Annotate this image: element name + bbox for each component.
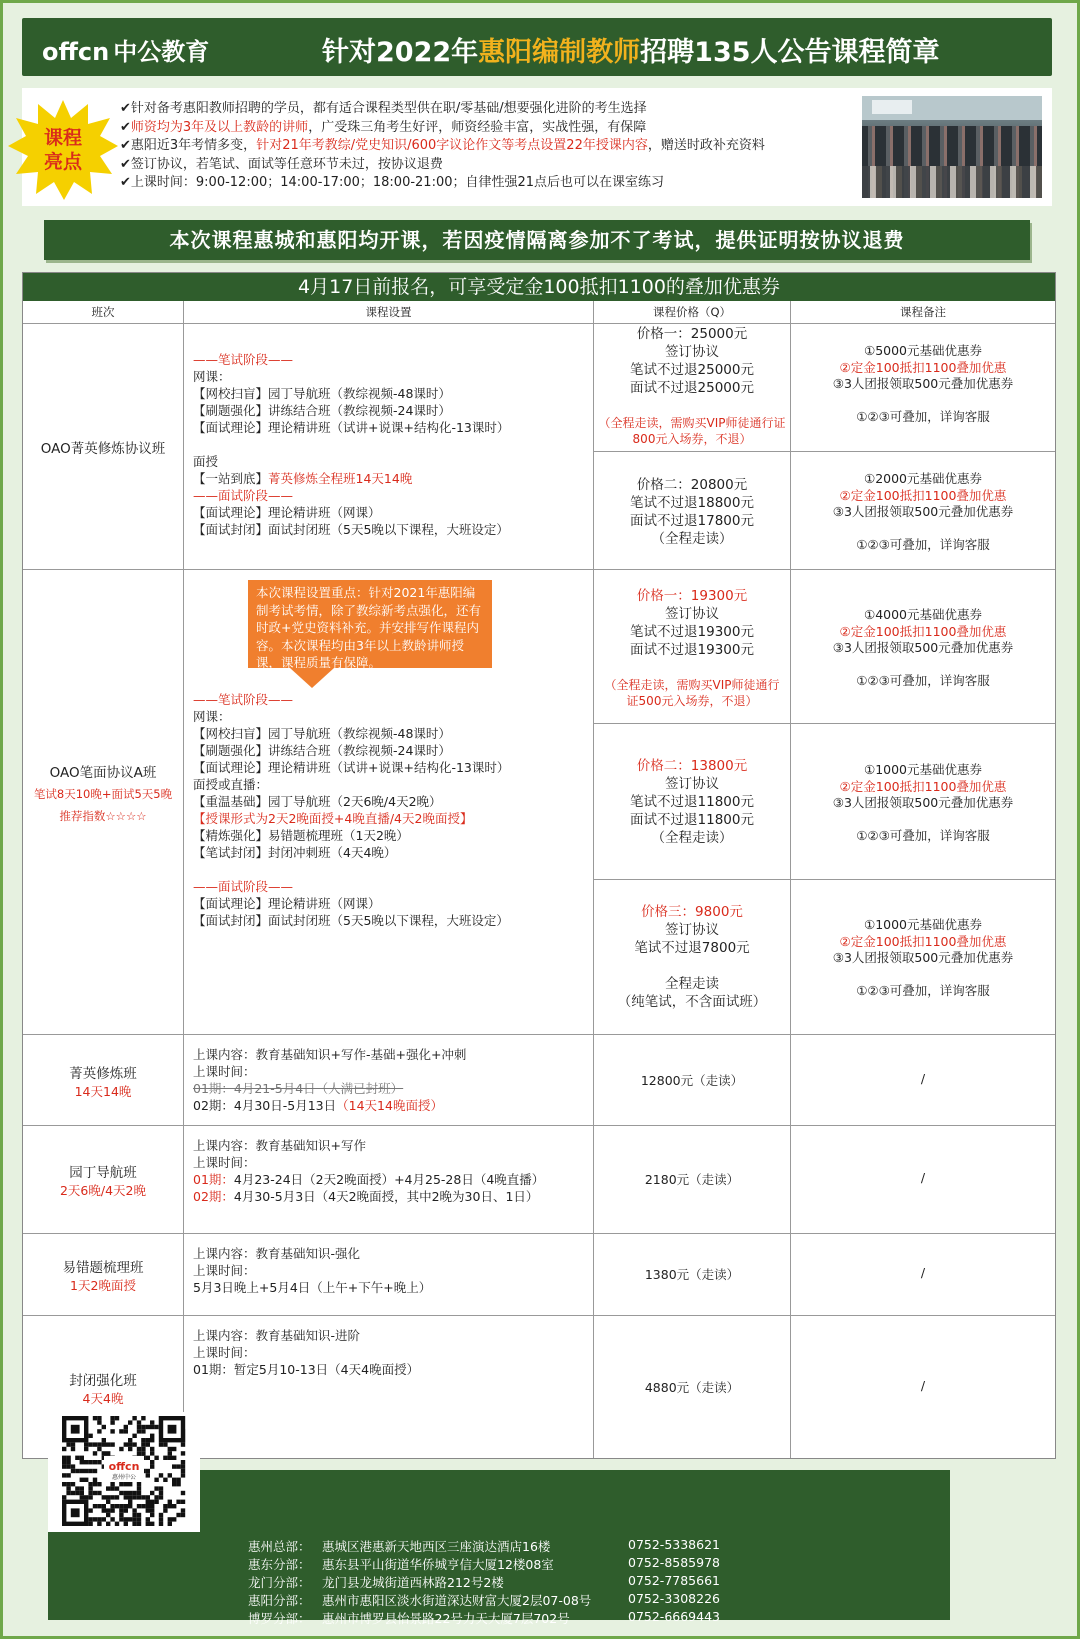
check-icon: ✔: [120, 138, 131, 153]
course-text: 【刷题强化】讲练结合班（教综视频-24课时）: [193, 743, 451, 758]
line: ③3人团报领取500元叠加优惠券: [832, 376, 1014, 391]
course-line: [193, 742, 589, 759]
price-note: （全程走读，需购买VIP师徒通行: [604, 678, 780, 692]
course-line: [193, 691, 589, 708]
line: [791, 657, 1055, 674]
line: ③3人团报领取500元叠加优惠券: [832, 950, 1014, 965]
line: 面试不过退17800元: [630, 513, 754, 529]
classroom-photo: [862, 96, 1042, 198]
highlight-item: [120, 174, 765, 193]
highlight-red: 针对21年考教综/党史知识/600字议论作文等考点设置22年授课内容: [256, 138, 648, 153]
course-text: 【面试理论】理论精讲班（试讲+说课+结构化-13课时）: [193, 420, 510, 435]
course-line: [193, 878, 589, 895]
strike-text: 01期：4月21-5月4日（人满已封班）: [193, 1081, 404, 1096]
oao2-price3: [594, 903, 790, 1011]
class-name: 菁英修炼班: [69, 1065, 137, 1082]
course-line: [193, 793, 589, 810]
course-line: [193, 1327, 589, 1344]
course-line: [193, 504, 589, 521]
branch-address: 惠东县平山街道华侨城亨信大厦12楼08室: [322, 1557, 554, 1572]
course-red: （14天14晚面授）: [336, 1098, 443, 1113]
class-label: [23, 1256, 183, 1294]
course-line: [193, 1171, 589, 1188]
course-line: [193, 385, 589, 402]
course-text: 【重温基础】园丁导航班（2天6晚/4天2晚）: [193, 794, 442, 809]
course-text: 【面试封闭】面试封闭班（5天5晚以下课程，大班设定）: [193, 913, 509, 928]
line: [791, 393, 1055, 410]
course-text: 【面试封闭】面试封闭班（5天5晚以下课程，大班设定）: [193, 522, 509, 537]
oao2-note2: [791, 762, 1055, 845]
price-line: 签订协议: [665, 606, 719, 622]
line: ③3人团报领取500元叠加优惠券: [832, 795, 1014, 810]
price-line: 面试不过退11800元: [630, 812, 754, 828]
branch-address: 龙门县龙城街道西林路212号2楼: [322, 1575, 504, 1590]
oao2-note1: [791, 607, 1055, 690]
callout-tail: [290, 668, 334, 688]
highlight-text: 惠阳近3年考情多变，: [130, 138, 257, 153]
branch-name: 惠州总部：: [248, 1539, 311, 1554]
line: ①1000元基础优惠券: [863, 762, 983, 777]
oao1-price1: [594, 325, 790, 447]
oao2-stars: 推荐指数☆☆☆☆: [59, 809, 147, 823]
course-text: 4月23-24日（2天2晚面授）+4月25-28日（4晚直播）: [233, 1172, 545, 1187]
course-line: [193, 1245, 589, 1262]
branch-name: 博罗分部：: [248, 1611, 311, 1626]
course-line: [193, 351, 589, 368]
course-line: [193, 895, 589, 912]
course-text: ——笔试阶段——: [193, 352, 294, 367]
notice-banner: 本次课程惠城和惠阳均开课，若因疫情隔离参加不了考试，提供证明按协议退费: [44, 220, 1030, 260]
branch-address: 惠州市博罗县怡景路22号力天大厦7层702号: [322, 1611, 570, 1626]
svg-text:offcn: offcn: [108, 1460, 140, 1473]
line: 笔试不过退25000元: [630, 362, 754, 378]
course-text: 【网校扫盲】园丁导航班（教综视频-48课时）: [193, 386, 451, 401]
course-red: 01期：: [193, 1172, 234, 1187]
price-note: （全程走读，需购买VIP师徒通行证: [598, 416, 786, 430]
oao2-price2: [594, 757, 790, 847]
price-note: 800元入场券，不退）: [632, 432, 752, 446]
course-line: [193, 776, 589, 793]
branch-phone: 0752-6669443: [628, 1609, 720, 1624]
svg-text:惠州中公: 惠州中公: [111, 1474, 137, 1481]
highlight-text: 上课时间：9:00-12:00；14:00-17:00；18:00-21:00；自律性强21点后也可以在课室练习: [130, 175, 665, 190]
offcn-logo: [42, 32, 209, 67]
course-text: 【精炼强化】易错题梳理班（1天2晚）: [193, 828, 409, 843]
oao1-note1: [791, 343, 1055, 426]
spacer: [594, 397, 790, 415]
svg-text:课程: 课程: [43, 127, 83, 149]
class-label: [23, 1161, 183, 1199]
oao2-label: [23, 763, 183, 827]
course-text: 上课时间：: [193, 1064, 256, 1079]
oao2-note3: [791, 917, 1055, 1000]
price-note: 证500元入场券，不退）: [626, 694, 758, 708]
course-text: 面授: [193, 454, 219, 469]
col-header-course: 课程设置: [184, 301, 593, 324]
line: ②定金100抵扣1100叠加优惠: [839, 933, 1007, 949]
line: [791, 812, 1055, 829]
course-callout: 本次课程设置重点：针对2021年惠阳编制考试考情，除了教综新考点强化，还有时政+党史资料补充。并安排写作课程内容。本次课程均由3年以上教龄讲师授课，课程质量有保障。: [248, 580, 492, 668]
oao2-course: [193, 691, 589, 929]
course-text: ——笔试阶段——: [193, 692, 294, 707]
class-name: 园丁导航班: [69, 1165, 137, 1181]
highlights-list: [120, 100, 765, 193]
check-icon: ✔: [120, 119, 131, 135]
oao1-price2: [594, 476, 790, 548]
line: ③3人团报领取500元叠加优惠券: [832, 640, 1014, 655]
class-note: /: [920, 1070, 926, 1086]
highlight-item: [120, 137, 765, 156]
course-text: 上课时间：: [193, 1155, 256, 1170]
price-line: [594, 957, 790, 975]
highlight-text: ，广受珠三角考生好评，师资经验丰富，实战性强，有保障: [308, 119, 647, 135]
line: ②定金100抵扣1100叠加优惠: [839, 778, 1007, 794]
highlight-red: 师资均为3年及以上教龄的讲师: [130, 119, 309, 135]
course-text: 【笔试封闭】封闭冲刺班（4天4晚）: [193, 845, 397, 860]
course-text: 上课内容：教育基础知识-进阶: [193, 1328, 361, 1343]
course-line: [193, 725, 589, 742]
line: （全程走读）: [651, 531, 733, 547]
price-line: （全程走读）: [651, 830, 733, 846]
course-text: 5月3日晚上+5月4日（上午+下午+晚上）: [193, 1280, 432, 1295]
branch-phone: 0752-5338621: [628, 1537, 720, 1552]
class-course: [193, 1137, 589, 1205]
course-line: [193, 844, 589, 861]
line: ①②③可叠加，详询客服: [856, 828, 990, 843]
course-line: [193, 1080, 589, 1097]
course-line: [193, 1262, 589, 1279]
check-icon: ✔: [120, 101, 131, 116]
line: 面试不过退25000元: [630, 380, 754, 396]
course-text: ——面试阶段——: [193, 488, 294, 503]
class-sub: 2天6晚/4天2晚: [59, 1183, 147, 1198]
course-text: 【一站到底】: [193, 471, 269, 486]
branch-address: 惠州市惠阳区淡水街道深达财富大厦2层07-08号: [322, 1593, 592, 1608]
title-highlight: 惠阳编制教师: [478, 37, 641, 68]
branch-address: 惠城区港惠新天地西区三座演达酒店16楼: [322, 1539, 551, 1554]
branch-phone: 0752-7785661: [628, 1573, 720, 1588]
price-line: （纯笔试，不含面试班）: [617, 994, 767, 1010]
class-price: 4880元（走读）: [644, 1379, 740, 1395]
course-text: 【刷题强化】讲练结合班（教综视频-24课时）: [193, 403, 451, 418]
check-icon: ✔: [120, 175, 131, 190]
course-text: 02期：4月30日-5月13日: [193, 1098, 337, 1113]
line: ①②③可叠加，详询客服: [856, 673, 990, 688]
logo-en: offcn: [42, 38, 110, 66]
line: [791, 521, 1055, 538]
line: [791, 967, 1055, 984]
course-line: [193, 1137, 589, 1154]
course-text: 网课：: [193, 369, 231, 384]
course-line: [193, 487, 589, 504]
course-line: [193, 470, 589, 487]
col-header-price: 课程价格（Q）: [594, 301, 790, 324]
price-head: 价格二：13800元: [636, 758, 748, 774]
highlight-item: [120, 100, 765, 119]
line: ③3人团报领取500元叠加优惠券: [832, 504, 1014, 519]
course-line: [193, 1097, 589, 1114]
line: 签订协议: [665, 344, 719, 360]
oao1-name: OAO菁英修炼协议班: [40, 441, 166, 457]
course-line: [193, 1154, 589, 1171]
oao1-course: [193, 351, 589, 538]
highlight-text: ，赠送时政补充资料: [647, 138, 765, 153]
class-sub: 1天2晚面授: [70, 1278, 136, 1293]
course-text: 上课内容：教育基础知识+写作-基础+强化+冲刺: [193, 1047, 467, 1062]
branch-name: 惠东分部：: [248, 1557, 311, 1572]
oao1-note2: [791, 471, 1055, 554]
branch-phone: 0752-8585978: [628, 1555, 720, 1570]
oao2-sub: 笔试8天10晚+面试5天5晚: [33, 787, 173, 801]
price-head: 价格一：19300元: [636, 588, 748, 604]
line: ①②③可叠加，详询客服: [856, 409, 990, 424]
class-name: 易错题梳理班: [62, 1260, 144, 1276]
class-name: 封闭强化班: [69, 1372, 137, 1389]
highlight-text: 针对备考惠阳教师招聘的学员，都有适合课程类型供在职/零基础/想要强化进阶的考生选择: [130, 101, 647, 116]
oao2-name: OAO笔面协议A班: [49, 765, 157, 781]
class-course: [193, 1327, 589, 1378]
footer-qq-group: 教师招聘备考群：651889856: [248, 1442, 420, 1457]
course-text: 上课时间：: [193, 1263, 256, 1278]
line: ①5000元基础优惠券: [863, 343, 983, 358]
course-line: [193, 368, 589, 385]
line: 价格一：25000元: [636, 326, 748, 342]
page-header: [22, 18, 1052, 76]
spacer: [594, 659, 790, 677]
highlight-text: 签订协议，若笔试、面试等任意环节未过，按协议退费: [130, 156, 443, 172]
class-price: 12800元（走读）: [640, 1072, 744, 1088]
promo-bar: 4月17日前报名，可享受定金100抵扣1100的叠加优惠券: [23, 273, 1055, 301]
price-line: 笔试不过退19300元: [630, 624, 754, 640]
course-text: 上课时间：: [193, 1345, 256, 1360]
line: 笔试不过退18800元: [630, 495, 754, 511]
class-sub: 14天14晚: [74, 1083, 132, 1099]
branch-phone: 0752-3308226: [628, 1591, 720, 1606]
course-text: 面授或直播：: [193, 777, 269, 792]
line: ①1000元基础优惠券: [863, 917, 983, 932]
course-red: 菁英修炼全程班14天14晚: [268, 471, 413, 486]
course-text: 4月30-5月3日（4天2晚面授，其中2晚为30日、1日）: [233, 1189, 539, 1204]
oao2-price1: [594, 587, 790, 709]
branch-name: 惠阳分部：: [248, 1593, 311, 1608]
course-line: [193, 861, 589, 878]
line: ②定金100抵扣1100叠加优惠: [839, 487, 1007, 503]
line: ②定金100抵扣1100叠加优惠: [839, 623, 1007, 639]
highlight-item: [120, 119, 765, 138]
course-text: 01期：暂定5月10-13日（4天4晚面授）: [193, 1362, 420, 1377]
course-line: [193, 402, 589, 419]
highlight-item: [120, 156, 765, 175]
course-line: [193, 1279, 589, 1296]
class-label: [23, 1369, 183, 1407]
course-line: [193, 1063, 589, 1080]
course-line: [193, 436, 589, 453]
line: 价格二：20800元: [636, 477, 748, 493]
course-line: [193, 521, 589, 538]
course-red: 02期：: [193, 1189, 234, 1204]
course-text: 网课：: [193, 709, 231, 724]
course-line: [193, 453, 589, 470]
class-note: /: [920, 1377, 926, 1393]
course-line: [193, 759, 589, 776]
price-line: 面试不过退19300元: [630, 642, 754, 658]
course-text: 【面试理论】理论精讲班（网课）: [193, 896, 381, 911]
course-text: 上课内容：教育基础知识-强化: [193, 1246, 361, 1261]
course-table: [22, 272, 1056, 1459]
course-text: 【面试理论】理论精讲班（网课）: [193, 505, 381, 520]
course-line: [193, 419, 589, 436]
price-line: 全程走读: [665, 976, 719, 992]
line: ①2000元基础优惠券: [863, 471, 983, 486]
course-line: [193, 708, 589, 725]
course-line: [193, 1344, 589, 1361]
price-line: 笔试不过退11800元: [630, 794, 754, 810]
line: ①4000元基础优惠券: [863, 607, 983, 622]
course-text: ——面试阶段——: [193, 879, 294, 894]
qr-code: [48, 1412, 200, 1532]
course-text: 【授课形式为2天2晚面授+4晚直播/4天2晚面授】: [193, 811, 473, 826]
course-line: [193, 1188, 589, 1205]
svg-text:亮点: 亮点: [43, 151, 83, 173]
line: ①②③可叠加，详询客服: [856, 983, 990, 998]
course-text: 【网校扫盲】园丁导航班（教综视频-48课时）: [193, 726, 451, 741]
class-price: 1380元（走读）: [644, 1267, 740, 1282]
col-header-class: 班次: [23, 301, 183, 324]
logo-cn: 中公教育: [113, 38, 210, 66]
line: ①②③可叠加，详询客服: [856, 537, 990, 552]
course-line: [193, 810, 589, 827]
col-header-note: 课程备注: [791, 301, 1055, 324]
branch-name: 龙门分部：: [248, 1575, 311, 1590]
class-label: [23, 1062, 183, 1100]
page-title: 针对2022年惠阳编制教师招聘135人公告课程简章: [322, 37, 940, 68]
course-line: [193, 1046, 589, 1063]
price-head: 价格三：9800元: [641, 904, 743, 920]
price-line: 笔试不过退7800元: [634, 940, 750, 956]
course-line: [193, 827, 589, 844]
qr-code-icon: [48, 1412, 200, 1532]
check-icon: ✔: [120, 156, 131, 172]
course-text: 【面试理论】理论精讲班（试讲+说课+结构化-13课时）: [193, 760, 510, 775]
class-course: [193, 1245, 589, 1296]
highlight-badge: [8, 98, 118, 202]
class-course: [193, 1046, 589, 1114]
class-note: /: [920, 1265, 926, 1280]
footer-qr-hint: << 长按识别图片二维码，了解更多教师招聘课程: [248, 1424, 523, 1439]
class-note: /: [920, 1170, 926, 1185]
price-line: 签订协议: [665, 776, 719, 792]
price-line: 签订协议: [665, 922, 719, 938]
class-sub: 4天4晚: [82, 1390, 124, 1406]
line: ②定金100抵扣1100叠加优惠: [839, 359, 1007, 375]
course-text: 上课内容：教育基础知识+写作: [193, 1138, 366, 1153]
course-line: [193, 1361, 589, 1378]
class-price: 2180元（走读）: [644, 1172, 740, 1187]
course-line: [193, 912, 589, 929]
